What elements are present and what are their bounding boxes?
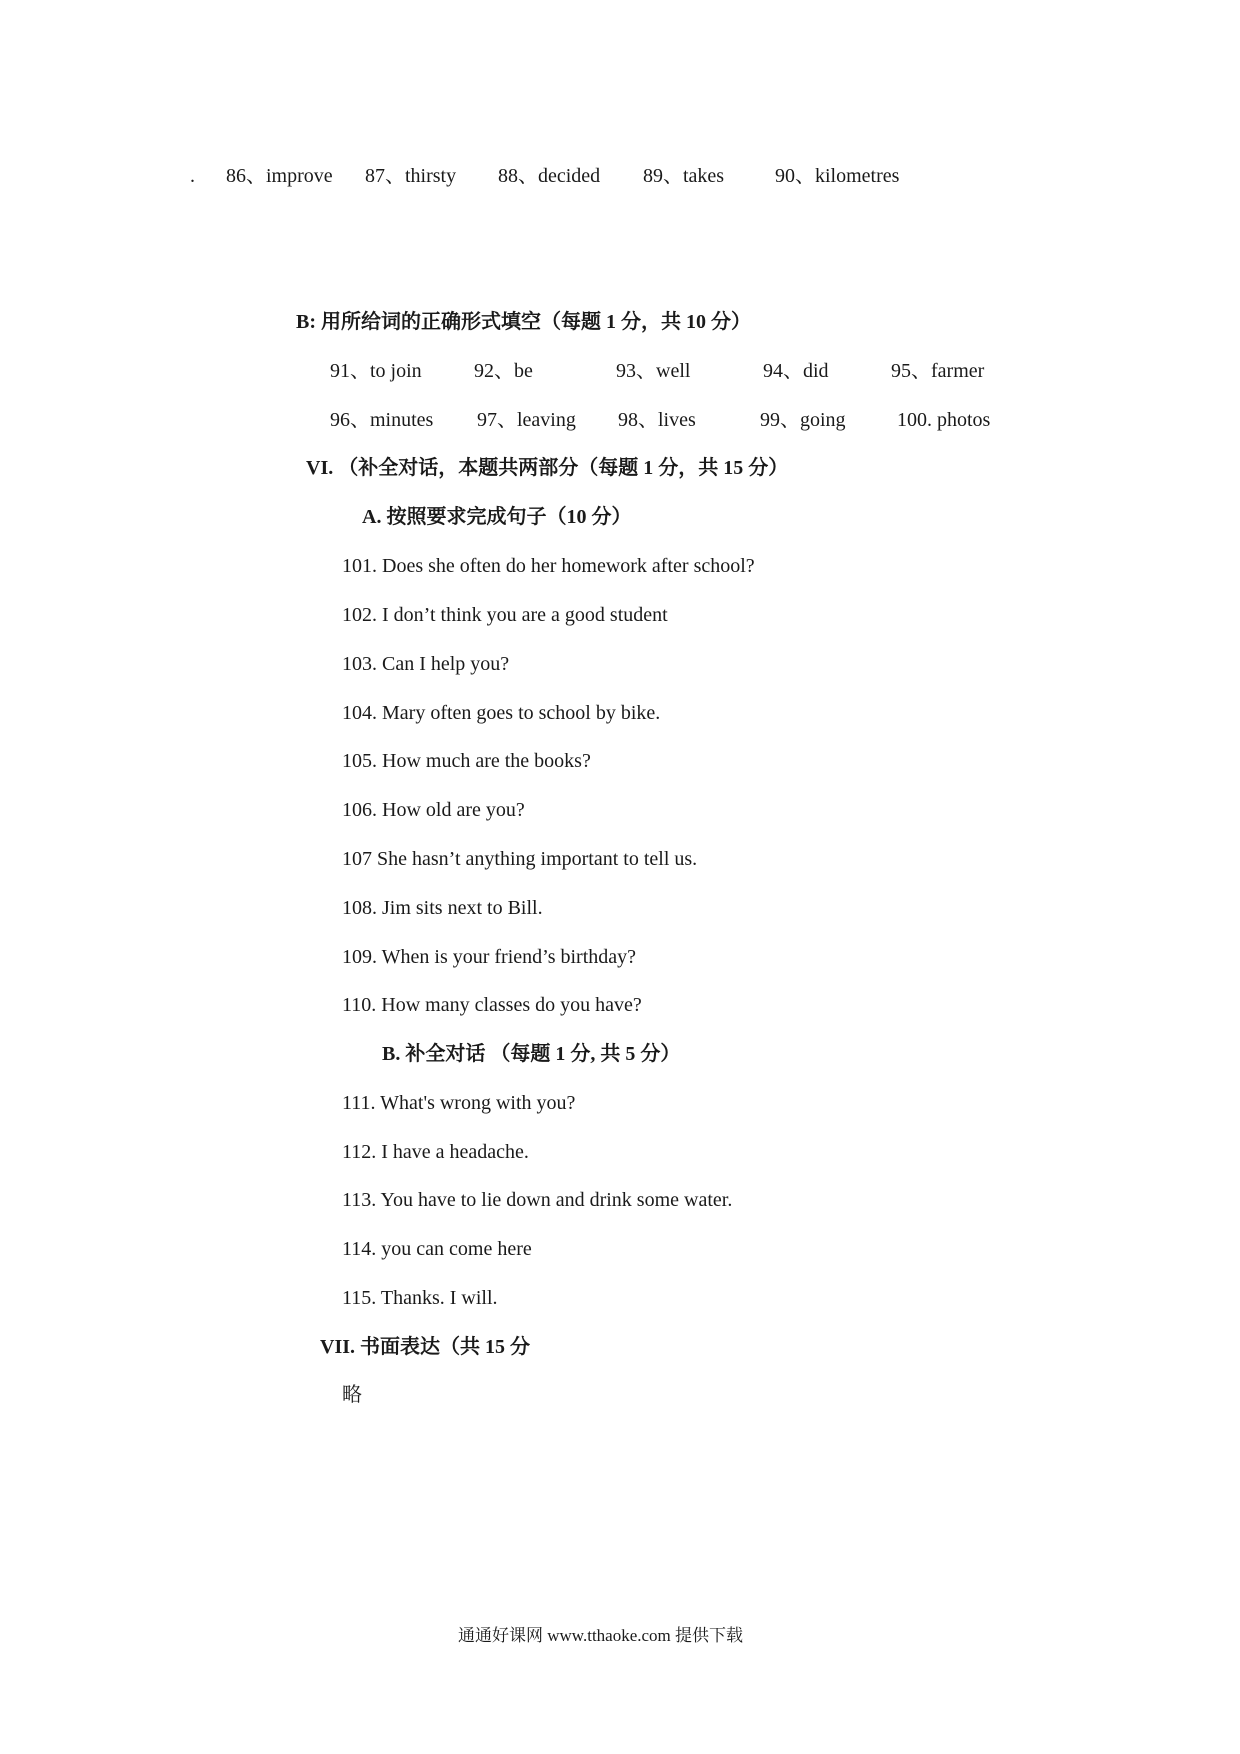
answer-90: 90、kilometres bbox=[775, 165, 900, 187]
answer-93: 93、well bbox=[616, 360, 691, 382]
answer-100: 100. photos bbox=[897, 409, 991, 431]
footer-credit: 通通好课网 www.tthaoke.com 提供下载 bbox=[458, 1626, 744, 1645]
answer-95: 95、farmer bbox=[891, 360, 985, 382]
sentence-105: 105. How much are the books? bbox=[342, 750, 591, 772]
answer-92: 92、be bbox=[474, 360, 533, 382]
sentence-101: 101. Does she often do her homework after school? bbox=[342, 555, 755, 577]
sentence-107: 107 She hasn’t anything important to tell us. bbox=[342, 848, 698, 870]
sentence-102: 102. I don’t think you are a good student bbox=[342, 604, 668, 626]
dialogue-112: 112. I have a headache. bbox=[342, 1141, 529, 1163]
sentence-103: 103. Can I help you? bbox=[342, 653, 510, 675]
answer-89: 89、takes bbox=[643, 165, 725, 187]
dialogue-114: 114. you can come here bbox=[342, 1238, 532, 1260]
sentence-106: 106. How old are you? bbox=[342, 799, 525, 821]
section-vi-part-b-heading: B. 补全对话 （每题 1 分, 共 5 分） bbox=[382, 1043, 681, 1065]
section-vi-heading: VI. （补全对话，本题共两部分（每题 1 分，共 15 分） bbox=[306, 457, 789, 479]
sentence-109: 109. When is your friend’s birthday? bbox=[342, 946, 637, 968]
answer-98: 98、lives bbox=[618, 409, 696, 431]
section-b-heading: B: 用所给词的正确形式填空（每题 1 分，共 10 分） bbox=[296, 311, 751, 333]
dialogue-111: 111. What's wrong with you? bbox=[342, 1092, 576, 1114]
sentence-108: 108. Jim sits next to Bill. bbox=[342, 897, 543, 919]
answer-86: 86、improve bbox=[226, 165, 333, 187]
answer-91: 91、to join bbox=[330, 360, 422, 382]
section-vii-answer: 略 bbox=[342, 1384, 362, 1406]
answer-97: 97、leaving bbox=[477, 409, 576, 431]
answer-96: 96、minutes bbox=[330, 409, 434, 431]
top-answers-dot: . bbox=[190, 165, 195, 187]
section-vii-heading: VII. 书面表达（共 15 分 bbox=[320, 1336, 531, 1358]
sentence-110: 110. How many classes do you have? bbox=[342, 994, 642, 1016]
answer-88: 88、decided bbox=[498, 165, 601, 187]
answer-94: 94、did bbox=[763, 360, 829, 382]
sentence-104: 104. Mary often goes to school by bike. bbox=[342, 702, 661, 724]
answer-87: 87、thirsty bbox=[365, 165, 457, 187]
section-vi-part-a-heading: A. 按照要求完成句子（10 分） bbox=[362, 506, 632, 528]
answer-99: 99、going bbox=[760, 409, 846, 431]
dialogue-115: 115. Thanks. I will. bbox=[342, 1287, 498, 1309]
dialogue-113: 113. You have to lie down and drink some water. bbox=[342, 1189, 733, 1211]
